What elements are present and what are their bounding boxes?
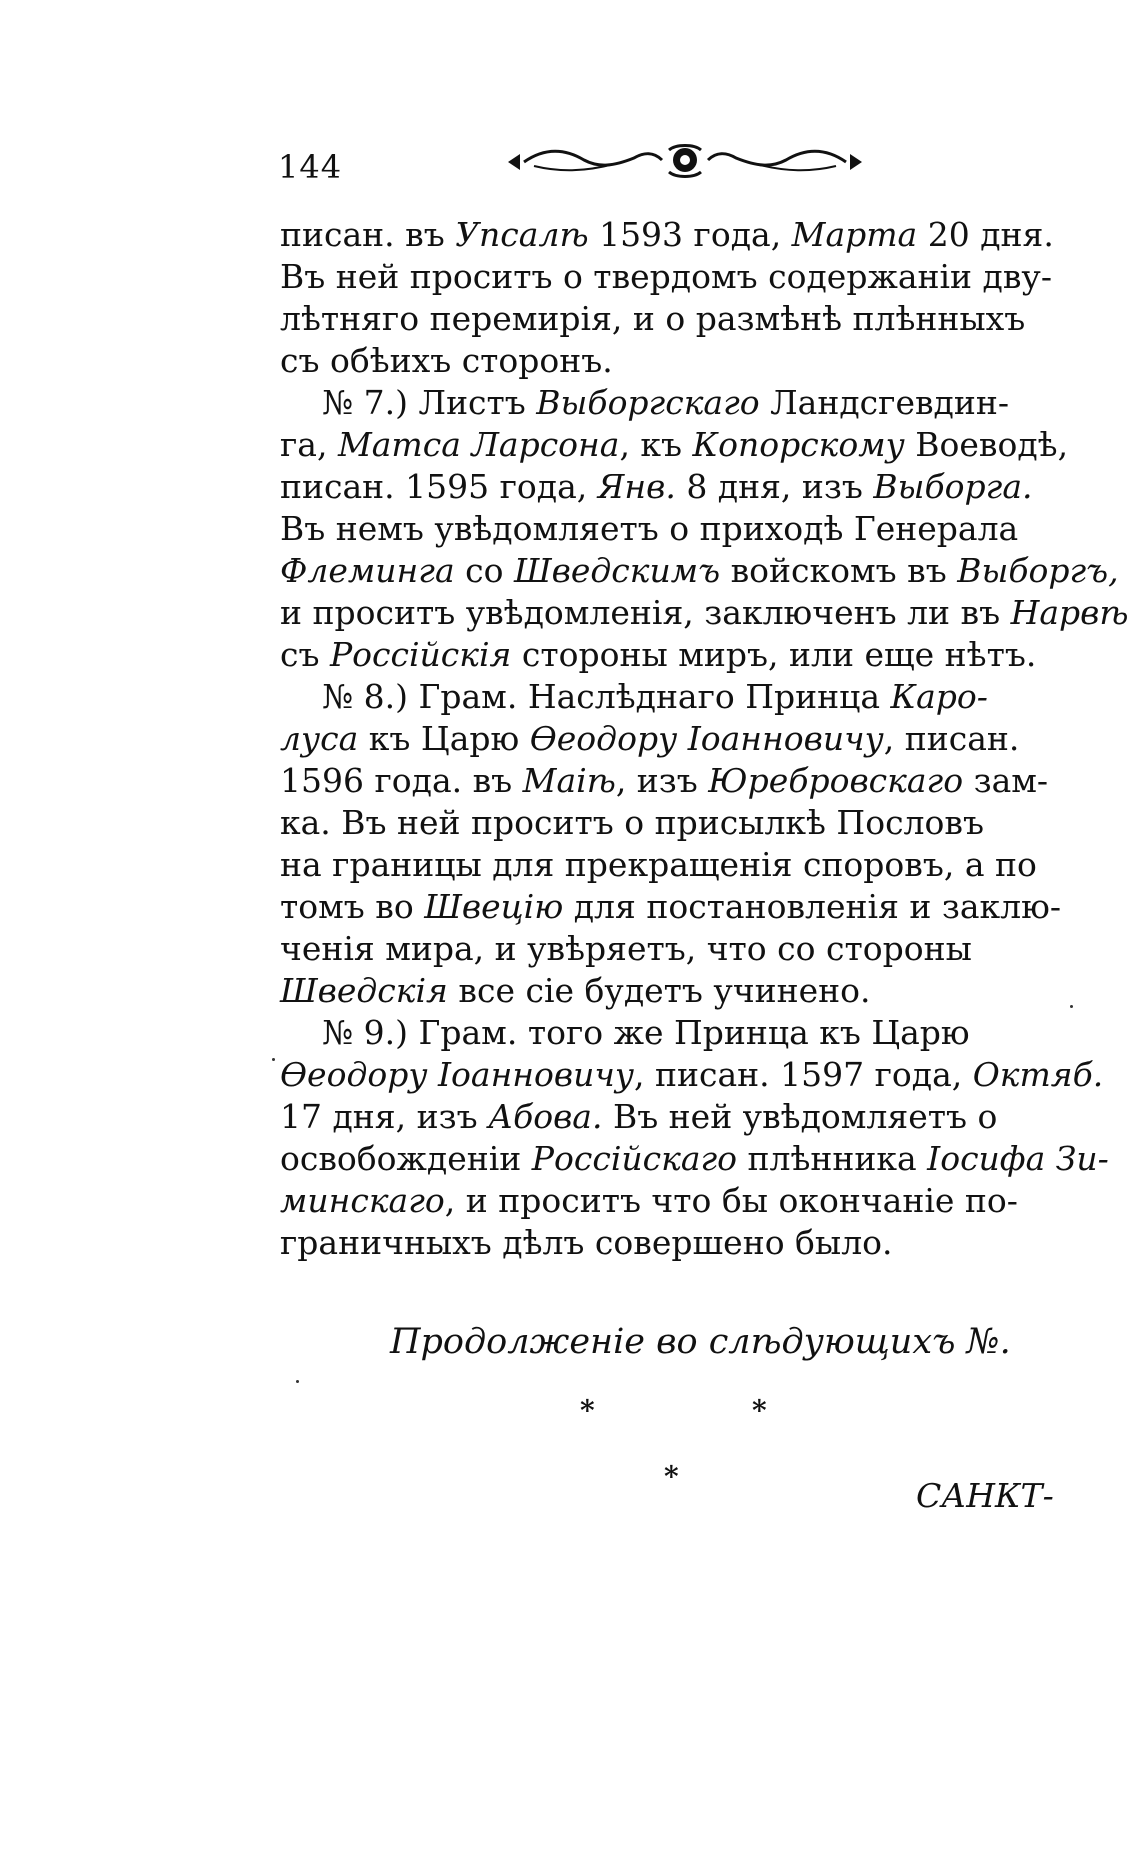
print-speck — [272, 1058, 275, 1061]
text-segment: , писан. 1597 года, — [634, 1055, 973, 1094]
text-line — [280, 1180, 1018, 1222]
italic-text: Ѳеодору Іоанновичу — [529, 719, 884, 758]
italic-text: Выборга. — [873, 467, 1033, 506]
italic-text: Упсалѣ — [455, 215, 589, 254]
italic-text: Маіѣ — [522, 761, 616, 800]
italic-text: Выборгскаго — [536, 383, 760, 422]
catchword: САНКТ- — [916, 1476, 1054, 1515]
text-segment: на границы для прекращенія споровъ, а по — [280, 845, 1037, 884]
text-line — [280, 466, 1033, 508]
italic-text: Россійскія — [329, 635, 512, 674]
text-line — [280, 802, 984, 844]
italic-text: Абова. — [488, 1097, 603, 1136]
italic-text: Флеминга — [280, 551, 455, 590]
text-line — [280, 760, 1048, 802]
text-line — [280, 1138, 1109, 1180]
text-line — [280, 1012, 970, 1054]
italic-text: Россійскаго — [531, 1139, 738, 1178]
page-number: 144 — [278, 148, 343, 186]
text-line — [280, 886, 1061, 928]
text-segment: Въ немъ увѣдомляетъ о приходѣ Генерала — [280, 509, 1019, 548]
italic-text: Матса Ларсона — [337, 425, 620, 464]
text-segment: № 8.) Грам. Наслѣднаго Принца — [280, 677, 891, 716]
italic-text: Іосифа Зи- — [927, 1139, 1109, 1178]
italic-text: Шведскимъ — [513, 551, 721, 590]
asterisk-bottom: * — [664, 1460, 679, 1493]
text-segment: стороны миръ, или еще нѣтъ. — [511, 635, 1037, 674]
text-segment: зам- — [963, 761, 1049, 800]
text-line — [280, 340, 613, 382]
text-line — [280, 844, 1037, 886]
text-segment: Воеводѣ, — [904, 425, 1069, 464]
asterisk-left: * — [580, 1394, 595, 1427]
asterisk-right: * — [752, 1394, 767, 1427]
text-segment: со — [454, 551, 514, 590]
text-segment: , изъ — [615, 761, 709, 800]
italic-text: Копорскому — [692, 425, 905, 464]
text-segment: войскомъ въ — [720, 551, 958, 590]
text-segment: Въ ней проситъ о твердомъ содержаніи дву- — [280, 257, 1052, 296]
text-segment: , къ — [619, 425, 693, 464]
text-segment: 17 дня, изъ — [280, 1097, 489, 1136]
text-line — [280, 298, 1025, 340]
text-segment: ченія мира, и увѣряетъ, что со стороны — [280, 929, 972, 968]
print-speck — [1070, 1005, 1073, 1008]
text-segment: № 7.) Листъ — [280, 383, 537, 422]
text-segment: томъ во — [280, 887, 425, 926]
text-segment: и проситъ увѣдомленія, заключенъ ли въ — [280, 593, 1011, 632]
text-segment: къ Царю — [358, 719, 530, 758]
text-segment: писан. 1595 года, — [280, 467, 598, 506]
italic-text: Янв. — [597, 467, 676, 506]
text-line — [280, 928, 972, 970]
italic-text: Швецію — [424, 887, 564, 926]
italic-text: Ѳеодору Іоанновичу — [280, 1055, 635, 1094]
text-line — [280, 634, 1036, 676]
text-segment: съ обѣихъ сторонъ. — [280, 341, 613, 380]
text-line — [280, 214, 1054, 256]
text-segment: Въ ней увѣдомляетъ о — [602, 1097, 998, 1136]
text-line — [280, 676, 988, 718]
text-segment: 20 дня. — [917, 215, 1054, 254]
decorative-flourish-icon — [504, 142, 866, 182]
print-speck — [296, 1380, 299, 1383]
text-line — [280, 1096, 997, 1138]
text-segment: плѣнника — [737, 1139, 928, 1178]
italic-text: Марта — [791, 215, 918, 254]
text-segment: 1593 года, — [588, 215, 792, 254]
italic-text: Октяб. — [972, 1055, 1104, 1094]
text-segment: для постановленія и заклю- — [563, 887, 1062, 926]
italic-text: Нарвѣ — [1010, 593, 1129, 632]
text-segment: освобожденіи — [280, 1139, 532, 1178]
text-segment: Ландсгевдин- — [759, 383, 1010, 422]
text-segment: ка. Въ ней проситъ о присылкѣ Пословъ — [280, 803, 984, 842]
text-line — [280, 970, 871, 1012]
text-line — [280, 1222, 893, 1264]
italic-text: минскаго — [280, 1181, 445, 1220]
text-line — [280, 550, 1119, 592]
text-segment: , и проситъ что бы окончаніе по- — [444, 1181, 1018, 1220]
italic-text: Юребровскаго — [708, 761, 964, 800]
text-segment: съ — [280, 635, 330, 674]
text-line — [280, 1054, 1103, 1096]
text-line — [280, 424, 1068, 466]
text-segment: писан. въ — [280, 215, 456, 254]
continuation-note: Продолженіе во слѣдующихъ №. — [390, 1322, 1011, 1362]
text-line — [280, 718, 1019, 760]
text-segment: , писан. — [883, 719, 1020, 758]
text-segment: № 9.) Грам. того же Принца къ Царю — [280, 1013, 970, 1052]
text-segment: 1596 года. въ — [280, 761, 523, 800]
italic-text: Шведскія — [280, 971, 448, 1010]
italic-text: Каро- — [890, 677, 988, 716]
text-segment: граничныхъ дѣлъ совершено было. — [280, 1223, 893, 1262]
text-segment: лѣтняго перемирія, и о размѣнѣ плѣнныхъ — [280, 299, 1026, 338]
italic-text: луса — [280, 719, 359, 758]
text-segment: 8 дня, изъ — [675, 467, 874, 506]
text-line — [280, 382, 1009, 424]
text-line — [280, 508, 1018, 550]
text-line — [280, 256, 1052, 298]
italic-text: Выборгъ, — [957, 551, 1119, 590]
text-segment: все сіе будетъ учинено. — [447, 971, 871, 1010]
text-line — [280, 592, 1129, 634]
text-segment: га, — [280, 425, 338, 464]
